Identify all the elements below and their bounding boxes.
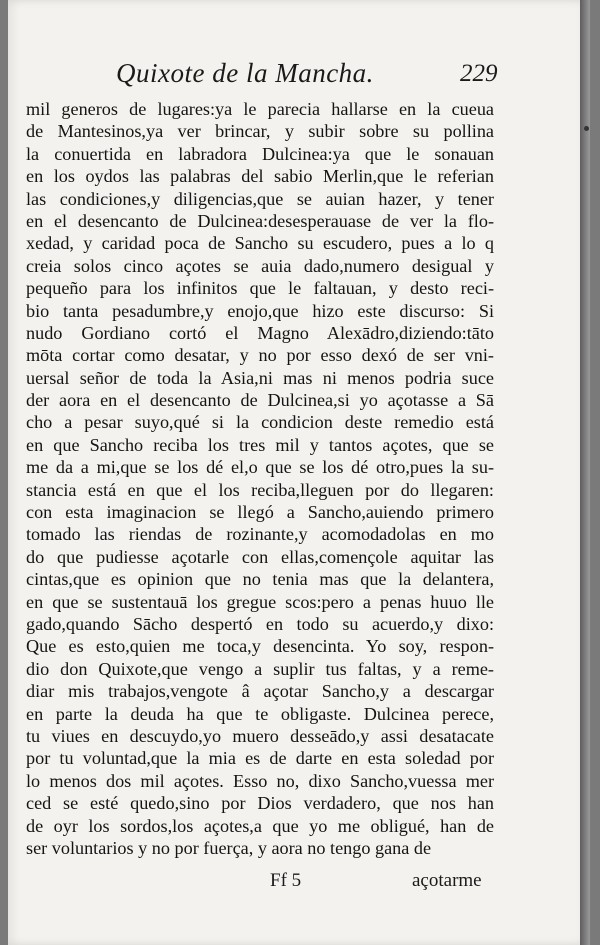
text-line: en parte la deuda ha que te obligaste. Dulcinea perece, <box>26 703 494 724</box>
text-line: ced se esté quedo,sino por Dios verdadero, que nos han <box>26 793 494 814</box>
text-line: ser voluntarios y no por fuerça, y aora no tengo gana de <box>26 837 432 858</box>
text-line: en que se sustentauā los gregue scos:pero a penas huuo lle <box>26 591 494 612</box>
body-text <box>26 98 494 859</box>
text-line: nudo Gordiano cortó el Magno Alexādro,diziendo:tāto <box>26 322 494 343</box>
text-line: por tu voluntad,que la mia es de darte en esta soledad por <box>26 748 494 769</box>
page-number: 229 <box>460 60 498 87</box>
catchword: açotarme <box>412 870 482 891</box>
ink-speck <box>584 126 589 131</box>
text-line: do que pudiesse açotarle con ellas,començole aquitar las <box>26 546 494 567</box>
text-line: mil generos de lugares:ya le parecia hallarse en la cueua <box>26 99 494 119</box>
text-line: me da a mi,que se los dé el,o que se los dé otro,pues la su- <box>26 457 494 478</box>
text-line: Que es esto,quien me toca,y desencinta. Yo soy, respon- <box>26 636 494 657</box>
text-line: tu viues en descuydo,yo muero desseādo,y assi desatacate <box>26 725 494 746</box>
signature-mark: Ff 5 <box>270 870 302 891</box>
text-line: en el desencanto de Dulcinea:desesperauase de ver la flo- <box>26 210 494 231</box>
text-line: dio don Quixote,que vengo a suplir tus faltas, y a reme- <box>26 658 494 679</box>
text-line: cho a pesar suyo,qué si la condicion deste remedio está <box>26 412 494 433</box>
text-line: cintas,que es opinion que no tenia mas que la delantera, <box>26 569 494 590</box>
text-line: gado,quando Sācho despertó en todo su acuerdo,y dixo: <box>26 613 494 634</box>
text-line: con esta imaginacion se llegó a Sancho,auiendo primero <box>26 502 494 523</box>
running-title: Quixote de la Mancha. <box>116 58 374 88</box>
text-line: pequeño para los infinitos que le faltauan, y desto reci- <box>26 278 494 299</box>
text-line: uersal señor de toda la Asia,ni mas ni menos podria suce <box>26 367 494 388</box>
text-line: de Mantesinos,ya ver brincar, y subir sobre su pollina <box>26 121 494 142</box>
text-line: diar mis trabajos,vengote â açotar Sancho,y a descargar <box>26 681 494 702</box>
running-head <box>8 58 590 98</box>
text-line: en que Sancho reciba los tres mil y tantos açotes, que se <box>26 434 494 455</box>
text-line: la conuertida en labradora Dulcinea:ya que le sonauan <box>26 143 494 164</box>
text-line: stancia está en que el los reciba,lleguen por do llegaren: <box>26 479 494 500</box>
text-line: lo menos dos mil açotes. Esso no, dixo Sancho,vuessa mer <box>26 770 494 791</box>
text-line: creia solos cinco açotes se auia dado,numero desigual y <box>26 255 494 276</box>
text-line: der aora en el desencanto de Dulcinea,si yo açotasse a Sā <box>26 390 494 411</box>
book-page <box>8 0 590 945</box>
text-line: las condiciones,y diligencias,que se auian hazer, y tener <box>26 188 494 209</box>
text-line: tomado las riendas de rozinante,y acomodadolas en mo <box>26 524 494 545</box>
text-line: bio tanta pesadumbre,y enojo,que hizo este discurso: Si <box>26 300 494 321</box>
page-gutter-shadow <box>580 0 590 945</box>
text-line: xedad, y caridad poca de Sancho su escudero, pues a lo q <box>26 233 494 254</box>
text-line: en los oydos las palabras del sabio Merlin,que le referian <box>26 166 494 187</box>
text-line: de oyr los sordos,los açotes,a que yo me obligué, han de <box>26 815 494 836</box>
page-footer <box>8 870 590 900</box>
text-line: mōta cortar como desatar, y no por esso dexó de ser vni- <box>26 345 494 366</box>
